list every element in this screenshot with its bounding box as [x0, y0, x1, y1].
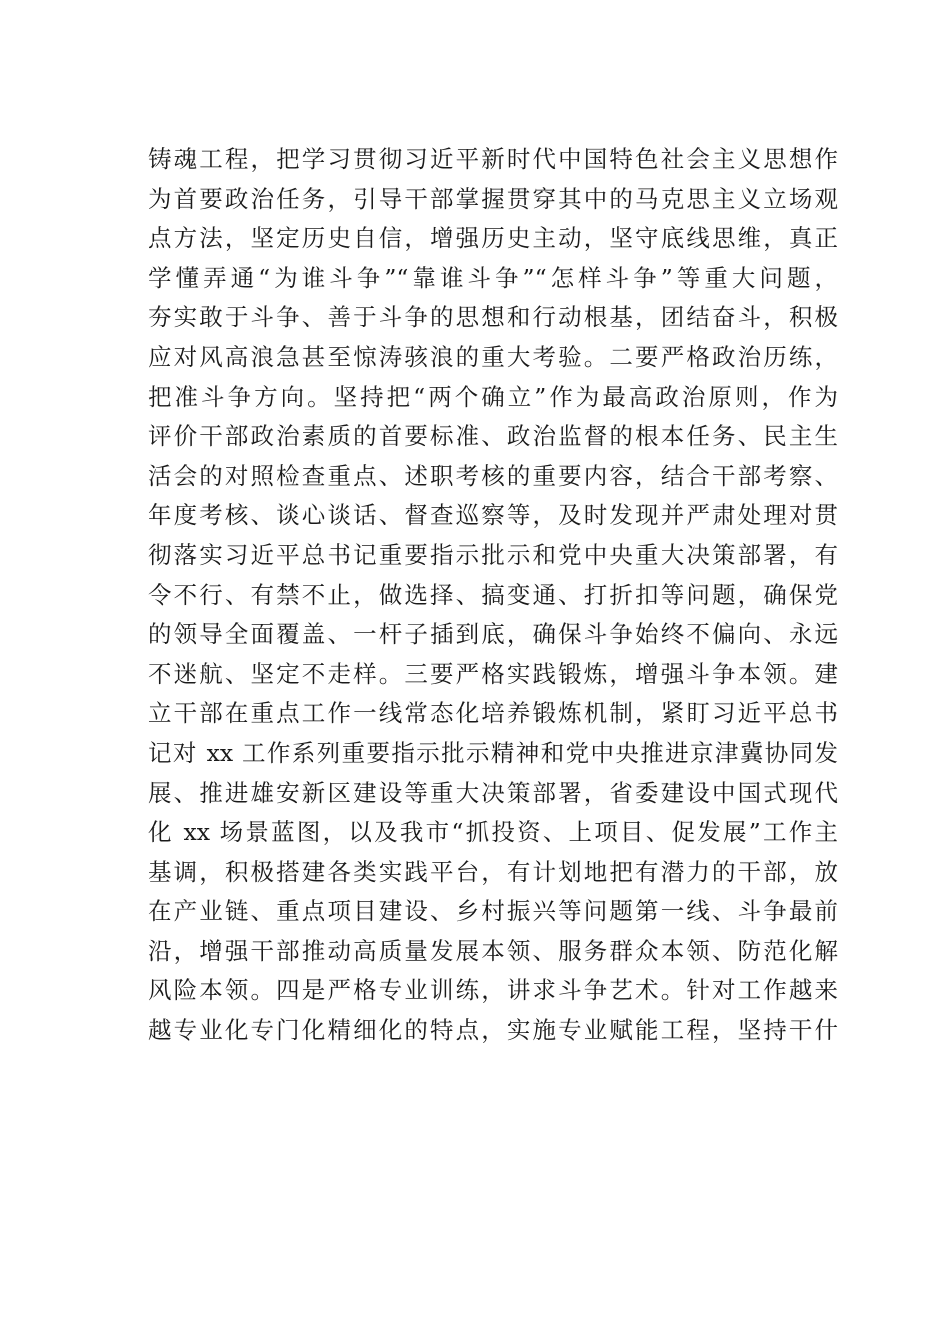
text-line: 的领导全面覆盖、一杆子插到底，确保斗争始终不偏向、永远 — [148, 620, 838, 649]
text-line: 化 xx 场景蓝图，以及我市“抓投资、上项目、促发展”工作主 — [148, 818, 838, 847]
text-line: 记对 xx 工作系列重要指示批示精神和党中央推进京津冀协同发 — [148, 738, 838, 767]
text-line: 点方法，坚定历史自信，增强历史主动，坚守底线思维，真正 — [148, 224, 838, 253]
text-line: 评价干部政治素质的首要标准、政治监督的根本任务、民主生 — [148, 422, 838, 451]
text-line: 应对风高浪急甚至惊涛骇浪的重大考验。二要严格政治历练， — [148, 342, 838, 371]
text-line: 为首要政治任务，引导干部掌握贯穿其中的马克思主义立场观 — [148, 184, 838, 213]
text-line: 基调，积极搭建各类实践平台，有计划地把有潜力的干部，放 — [148, 857, 838, 886]
text-line: 铸魂工程，把学习贯彻习近平新时代中国特色社会主义思想作 — [148, 145, 838, 173]
text-line: 令不行、有禁不止，做选择、搞变通、打折扣等问题，确保党 — [148, 580, 838, 609]
text-line: 年度考核、谈心谈话、督查巡察等，及时发现并严肃处理对贯 — [148, 501, 838, 530]
text-line: 沿，增强干部推动高质量发展本领、服务群众本领、防范化解 — [148, 936, 838, 965]
body-paragraph — [148, 140, 838, 1051]
text-line: 学懂弄通“为谁斗争”“靠谁斗争”“怎样斗争”等重大问题， — [148, 263, 838, 292]
text-line: 彻落实习近平总书记重要指示批示和党中央重大决策部署，有 — [148, 540, 838, 569]
text-line: 风险本领。四是严格专业训练，讲求斗争艺术。针对工作越来 — [148, 976, 838, 1005]
text-line: 把准斗争方向。坚持把“两个确立”作为最高政治原则，作为 — [148, 382, 838, 411]
text-line: 立干部在重点工作一线常态化培养锻炼机制，紧盯习近平总书 — [148, 699, 838, 728]
text-line: 在产业链、重点项目建设、乡村振兴等问题第一线、斗争最前 — [148, 897, 838, 926]
text-line: 不迷航、坚定不走样。三要严格实践锻炼，增强斗争本领。建 — [148, 659, 838, 688]
text-line: 活会的对照检查重点、述职考核的重要内容，结合干部考察、 — [148, 461, 838, 490]
text-line: 展、推进雄安新区建设等重大决策部署，省委建设中国式现代 — [148, 778, 838, 807]
text-line: 越专业化专门化精细化的特点，实施专业赋能工程，坚持干什 — [148, 1016, 838, 1045]
text-line: 夯实敢于斗争、善于斗争的思想和行动根基，团结奋斗，积极 — [148, 303, 838, 332]
